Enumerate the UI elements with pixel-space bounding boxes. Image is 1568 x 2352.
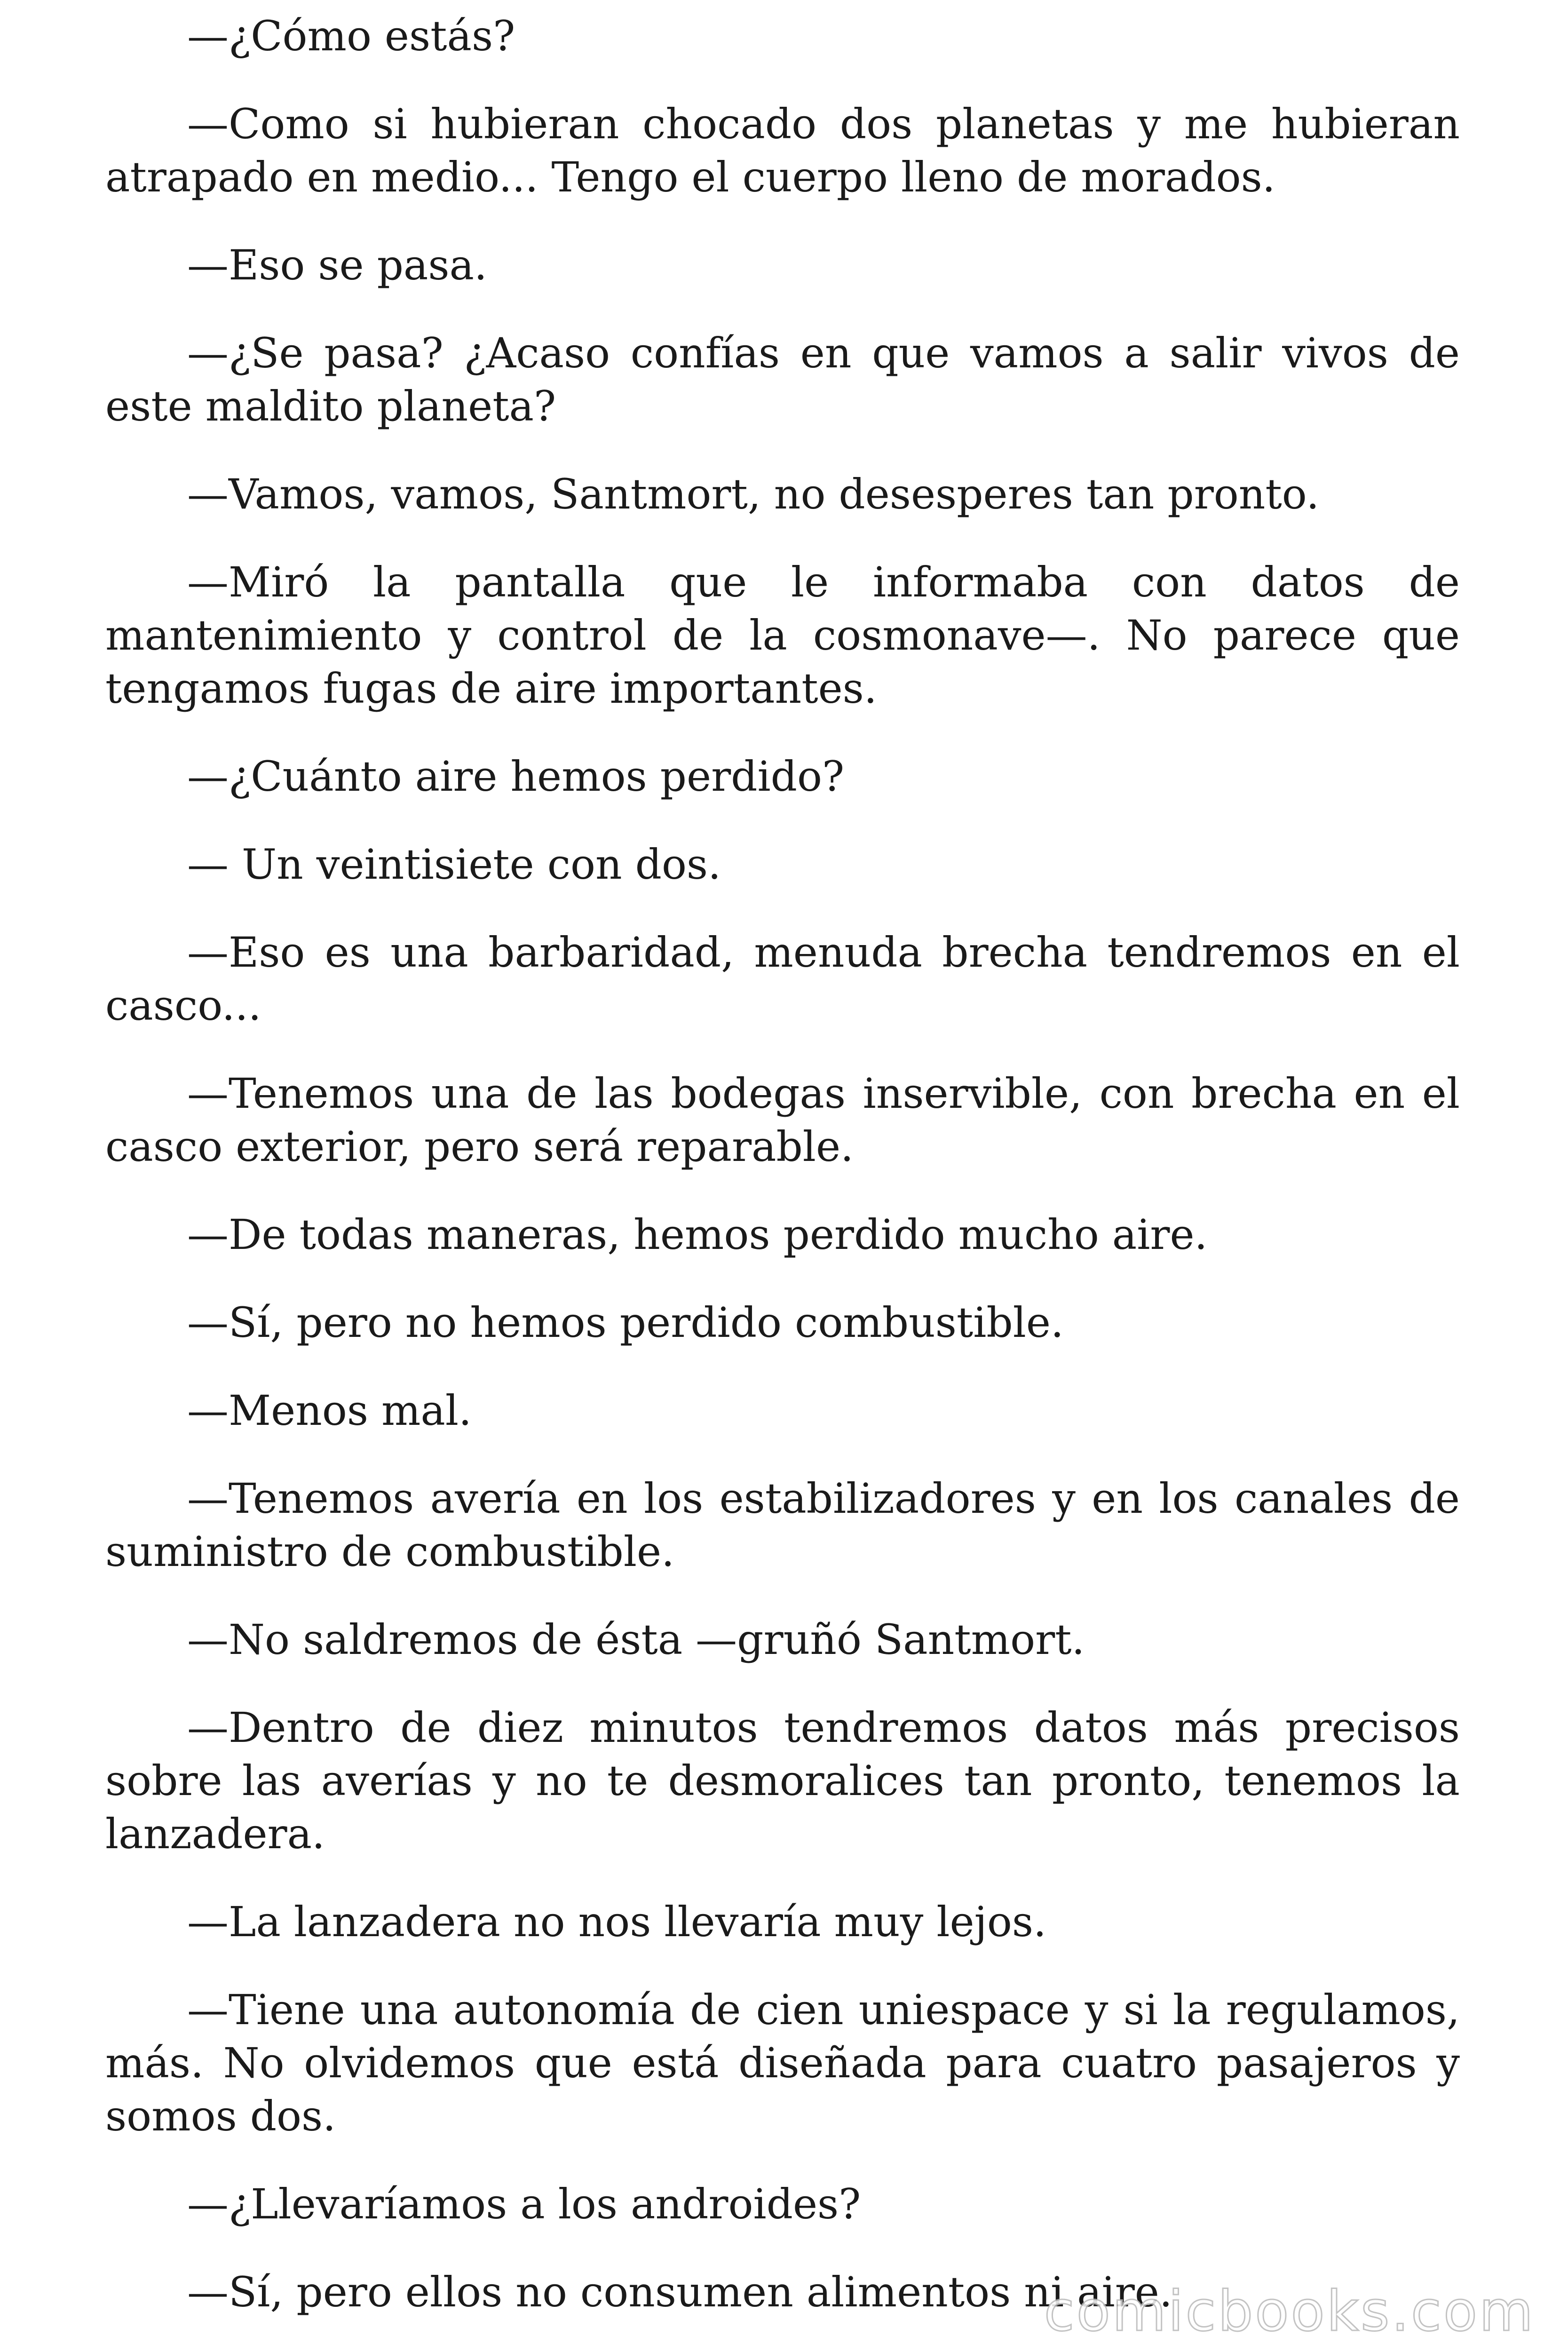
paragraph: —¿Cómo estás?	[187, 12, 515, 60]
paragraph: —Tenemos avería en los estabilizadores y en los canales de suministro de combustible.	[105, 1474, 1460, 1576]
paragraph: —No saldremos de ésta —gruñó Santmort.	[187, 1615, 1085, 1664]
paragraph: —Eso es una barbaridad, menuda brecha tendremos en el casco...	[105, 928, 1460, 1030]
paragraph: —Eso se pasa.	[187, 241, 487, 289]
paragraph: —Dentro de diez minutos tendremos datos más precisos sobre las averías y no te desmoralices tan pronto, tenemos la lanzadera.	[105, 1703, 1460, 1858]
paragraph: —¿Cuánto aire hemos perdido?	[187, 752, 845, 801]
paragraph: —Sí, pero no hemos perdido combustible.	[187, 1298, 1064, 1347]
dialogue-text	[105, 9, 1460, 2352]
paragraph: —La lanzadera no nos llevaría muy lejos.	[187, 1898, 1046, 1946]
paragraph: —Tiene una autonomía de cien uniespace y si la regulamos, más. No olvidemos que está diseñada para cuatro pasajeros y somos dos.	[105, 1986, 1460, 2140]
paragraph: —Miró la pantalla que le informaba con datos de mantenimiento y control de la cosmonave—. No parece que tengamos fugas de aire importantes.	[105, 558, 1460, 713]
paragraph: —Sí, pero ellos no consumen alimentos ni aire.	[187, 2268, 1172, 2316]
paragraph: —¿Se pasa? ¿Acaso confías en que vamos a salir vivos de este maldito planeta?	[105, 329, 1460, 430]
paragraph: —Como si hubieran chocado dos planetas y me hubieran atrapado en medio... Tengo el cuerpo lleno de morados.	[105, 100, 1460, 201]
paragraph: —¿Llevaríamos a los androides?	[187, 2180, 861, 2228]
paragraph: — Un veintisiete con dos.	[187, 840, 721, 889]
paragraph: —Tenemos una de las bodegas inservible, con brecha en el casco exterior, pero será reparable.	[105, 1069, 1460, 1171]
paragraph: —Menos mal.	[187, 1386, 472, 1435]
paragraph: —Vamos, vamos, Santmort, no desesperes tan pronto.	[187, 470, 1320, 518]
watermark: comicbooks.com	[1044, 2279, 1535, 2344]
paragraph: —De todas maneras, hemos perdido mucho aire.	[187, 1210, 1208, 1259]
